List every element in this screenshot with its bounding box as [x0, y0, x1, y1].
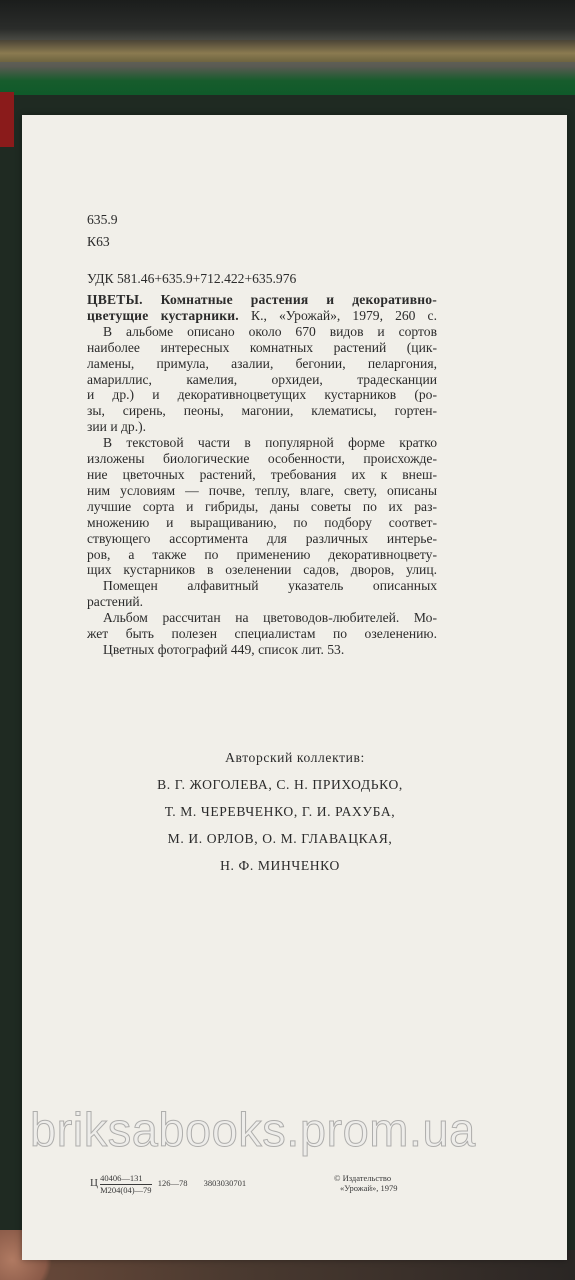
abstract-text: ние цветочных растений, требования их к внеш-: [87, 466, 437, 482]
background-shelf: [0, 0, 575, 95]
fraction-top: 40406—131: [100, 1173, 151, 1185]
book-abstract: [87, 292, 437, 658]
author-mark: К63: [87, 234, 110, 249]
abstract-line: [87, 467, 437, 483]
imprint-publisher: [334, 1173, 398, 1193]
authors-line: М. И. ОРЛОВ, О. М. ГЛАВАЦКАЯ,: [167, 831, 393, 846]
publisher-line: © Издательство: [334, 1173, 392, 1183]
abstract-line: [87, 562, 437, 578]
abstract-text: щих кустарников в озеленении садов, дворов, улиц.: [87, 562, 437, 578]
abstract-line: [87, 324, 437, 340]
abstract-line: [87, 483, 437, 499]
shelf-edge: [0, 40, 575, 62]
authors-line: Н. Ф. МИНЧЕНКО: [220, 858, 340, 873]
abstract-line: [87, 403, 437, 419]
imprint-codes: [90, 1173, 246, 1195]
authors-heading: Авторский коллектив:: [225, 750, 365, 765]
abstract-text: В текстовой части в популярной форме кратко: [103, 435, 437, 451]
abstract-text: ним условиям — почве, теплу, влаге, свету, описаны: [87, 482, 437, 498]
imprint-letter: Ц: [90, 1176, 98, 1189]
abstract-text: жет быть полезен специалистам по озеленению.: [87, 626, 437, 642]
abstract-line: [87, 435, 437, 451]
abstract-line: [87, 594, 437, 610]
abstract-text: множению и выращиванию, по подбору соответ-: [87, 514, 437, 530]
abstract-line: [87, 547, 437, 563]
abstract-line: [87, 419, 437, 435]
abstract-text: Альбом рассчитан на цветоводов-любителей. Мо-: [103, 610, 437, 626]
imprint-code: 126—78: [157, 1177, 188, 1188]
abstract-line: [87, 356, 437, 372]
abstract-line: [87, 387, 437, 403]
publisher-line: «Урожай», 1979: [340, 1183, 398, 1193]
red-object: [0, 92, 14, 147]
abstract-line: [87, 515, 437, 531]
abstract-line: [87, 626, 437, 642]
watermark: briksabooks.prom.ua: [30, 1103, 476, 1156]
abstract-text: ламены, примула, азалии, бегонии, пеларгония,: [87, 355, 437, 371]
abstract-line: [87, 610, 437, 626]
abstract-text: К., «Урожай», 1979, 260 с.: [238, 307, 437, 323]
abstract-text: Помещен алфавитный указатель описанных: [103, 578, 437, 594]
udk-code: УДК 581.46+635.9+712.422+635.976: [87, 271, 297, 286]
imprint-number: 3803030701: [203, 1177, 247, 1188]
authors-line: Т. М. ЧЕРЕВЧЕНКО, Г. И. РАХУБА,: [164, 804, 396, 819]
fraction-bottom: М204(04)—79: [100, 1185, 152, 1195]
abstract-text: зии и др.).: [87, 419, 147, 435]
abstract-line: [87, 531, 437, 547]
authors-line: В. Г. ЖОГОЛЕВА, С. Н. ПРИХОДЬКО,: [157, 777, 403, 792]
abstract-text: наиболее интересных комнатных растений (цик-: [87, 339, 437, 355]
classification-code: 635.9: [87, 212, 118, 227]
abstract-text: ствующего ассортимента для различных интерье-: [87, 530, 437, 546]
imprint-fraction: [100, 1173, 151, 1195]
abstract-text: и др.) и декоративноцветущих кустарников (ро-: [87, 387, 437, 403]
abstract-line: [87, 578, 437, 594]
abstract-text: В альбоме описано около 670 видов и сортов: [103, 323, 437, 339]
abstract-line: [87, 340, 437, 356]
abstract-title: цветущие кустарники.: [87, 307, 239, 323]
abstract-text: амариллис, камелия, орхидеи, традесканции: [87, 371, 437, 387]
abstract-line: [87, 499, 437, 515]
abstract-text: изложены биологические особенности, происхожде-: [87, 451, 437, 467]
abstract-line: [87, 308, 437, 324]
abstract-text: зы, сирень, пеоны, магонии, клематисы, гортен-: [87, 403, 437, 419]
authors-block: [60, 744, 460, 879]
abstract-line: [87, 451, 437, 467]
abstract-line: [87, 372, 437, 388]
abstract-text: ров, а также по применению декоративноцвету-: [87, 546, 437, 562]
abstract-text: растений.: [87, 594, 144, 610]
abstract-text: Цветных фотографий 449, список лит. 53.: [103, 641, 345, 657]
abstract-title: ЦВЕТЫ. Комнатные растения и декоративно-: [87, 292, 437, 307]
abstract-line: [87, 642, 437, 658]
abstract-line: [87, 292, 437, 308]
abstract-text: лучшие сорта и гибриды, даны советы по их раз-: [87, 498, 437, 514]
